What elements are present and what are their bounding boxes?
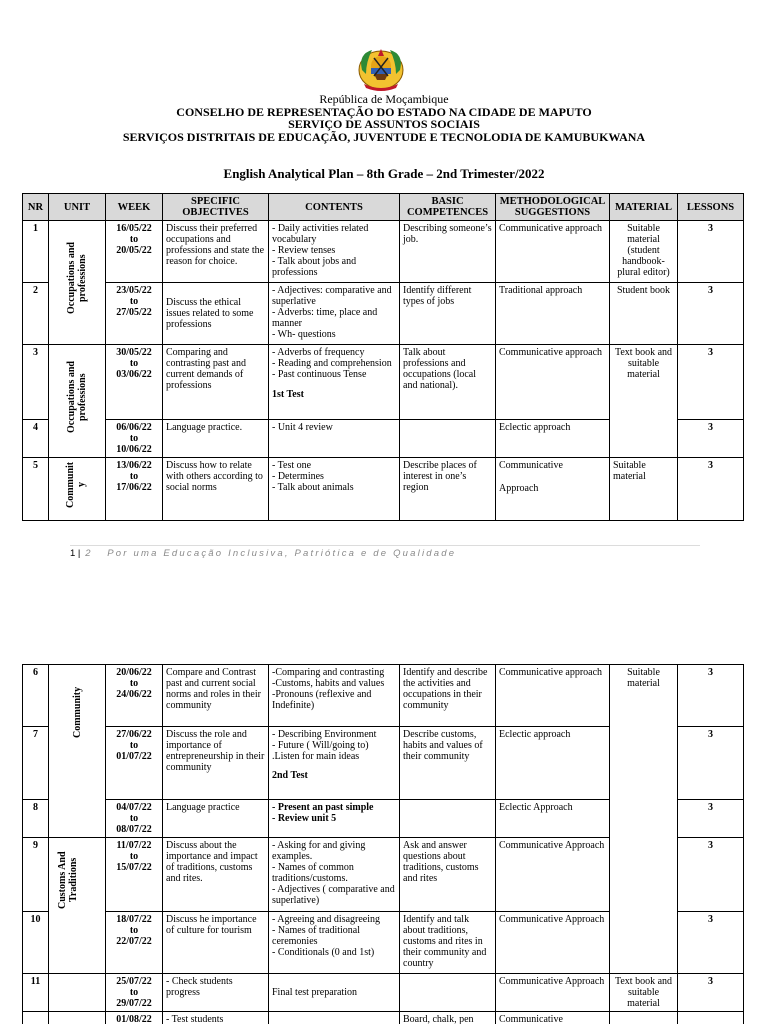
content-item: - Determines [272, 471, 324, 482]
week-to: to [129, 358, 139, 369]
content-item: - Review unit 5 [272, 813, 337, 824]
content-item: - Adverbs: time, place and manner [272, 307, 378, 329]
document-title: English Analytical Plan – 8th Grade – 2nd Trimester/2022 [223, 166, 545, 181]
methodology-cell: Communicative Approach [496, 974, 610, 1012]
week-start: 27/06/22 [116, 729, 152, 740]
week-cell [106, 345, 163, 420]
row-number: 3 [23, 345, 49, 420]
week-start: 20/06/22 [116, 667, 152, 678]
week-start: 16/05/22 [116, 223, 152, 234]
test-label: 2nd Test [272, 770, 308, 781]
week-end: 27/05/22 [116, 307, 152, 318]
content-item: - Test one [272, 460, 312, 471]
competences-header-line2: COMPETENCES [406, 207, 489, 218]
competences-cell [400, 800, 496, 838]
content-item: - Future ( Will/going to) [272, 740, 369, 751]
week-cell [106, 665, 163, 727]
unit-cell [49, 458, 106, 521]
row-number: 10 [23, 912, 49, 974]
methodology-cell [496, 458, 610, 521]
unit-label: Customs And Traditions [57, 851, 79, 909]
methodology-cell: Communicative [496, 1012, 610, 1024]
table-row [23, 974, 744, 1012]
column-header-material: MATERIAL [610, 194, 678, 221]
objectives-cell: Comparing and contrasting past and current demands of professions [163, 345, 269, 420]
content-item: - Asking for and giving examples. [272, 840, 366, 862]
content-item: - Past continuous Tense [272, 369, 367, 380]
competences-header-line1: BASIC [431, 196, 464, 207]
lessons-cell [678, 1012, 744, 1024]
objectives-cell: - Test students [163, 1012, 269, 1024]
week-end: 10/06/22 [116, 444, 152, 455]
table-row [23, 458, 744, 521]
methodology-cell: Communicative Approach [496, 912, 610, 974]
table-row [23, 1012, 744, 1024]
row-number: 5 [23, 458, 49, 521]
row-number [23, 1012, 49, 1024]
contents-cell [269, 912, 400, 974]
row-number: 7 [23, 727, 49, 800]
week-cell [106, 974, 163, 1012]
competences-cell: Identify and describe the activities and occupations in their community [400, 665, 496, 727]
content-item: - Adverbs of frequency [272, 347, 365, 358]
lessons-cell: 3 [678, 974, 744, 1012]
week-start: 18/07/22 [116, 914, 152, 925]
week-to: to [129, 234, 139, 245]
methodology-cell: Communicative approach [496, 665, 610, 727]
row-number: 11 [23, 974, 49, 1012]
week-end: 01/07/22 [116, 751, 152, 762]
contents-cell [269, 1012, 400, 1024]
week-cell [106, 458, 163, 521]
page-footer [70, 545, 700, 559]
week-to: to [129, 851, 139, 862]
content-item: - Names of traditional ceremonies [272, 925, 361, 947]
week-start: 01/08/22 [116, 1014, 152, 1024]
unit-label: Community [71, 686, 83, 738]
unit-cell [49, 838, 106, 974]
material-cell: Text book and suitable material [610, 974, 678, 1012]
objectives-cell: Language practice [163, 800, 269, 838]
content-item: - Agreeing and disagreeing [272, 914, 381, 925]
week-end: 29/07/22 [116, 998, 152, 1009]
content-item: - Talk about animals [272, 482, 354, 493]
objectives-cell: Discuss their preferred occupations and professions and state the reason for choice. [163, 221, 269, 283]
material-cell: Suitable material (student handbook-plural editor) [610, 221, 678, 283]
unit-cell [49, 221, 106, 345]
week-to: to [129, 296, 139, 307]
week-end: 15/07/22 [116, 862, 152, 873]
unit-label: Occupations and professions [66, 242, 88, 314]
content-item: Final test preparation [272, 987, 357, 998]
material-cell: Suitable material [610, 665, 678, 974]
competences-cell [400, 974, 496, 1012]
competences-cell: Talk about professions and occupations (local and national). [400, 345, 496, 420]
week-to: to [129, 678, 139, 689]
week-start: 04/07/22 [116, 802, 152, 813]
competences-cell: Describe customs, habits and values of their community [400, 727, 496, 800]
methodology-line: Approach [499, 483, 539, 494]
lessons-cell: 3 [678, 665, 744, 727]
analytical-plan-table-continued [22, 664, 744, 1024]
contents-cell [269, 838, 400, 912]
republic-name: República de Moçambique [319, 92, 449, 106]
content-item: - Adjectives: comparative and superlative [272, 285, 392, 307]
content-item: - Reading and comprehension [272, 358, 392, 369]
content-item: - Adjectives ( comparative and superlative) [272, 884, 395, 906]
week-end: 08/07/22 [116, 824, 152, 835]
week-cell [106, 1012, 163, 1024]
column-header-methodology [496, 194, 610, 221]
week-to: to [129, 925, 139, 936]
unit-cell [49, 345, 106, 458]
unit-cell [49, 665, 106, 838]
week-end: 17/06/22 [116, 482, 152, 493]
lessons-cell: 3 [678, 420, 744, 458]
week-to: to [129, 740, 139, 751]
lessons-cell: 3 [678, 458, 744, 521]
objectives-header-line1: SPECIFIC [190, 196, 240, 207]
column-header-objectives [163, 194, 269, 221]
content-item: - Names of common traditions/customs. [272, 862, 354, 884]
column-header-competences [400, 194, 496, 221]
row-number: 4 [23, 420, 49, 458]
unit-cell [49, 974, 106, 1012]
lessons-cell: 3 [678, 838, 744, 912]
week-start: 13/06/22 [116, 460, 152, 471]
week-cell [106, 727, 163, 800]
contents-cell [269, 665, 400, 727]
row-number: 9 [23, 838, 49, 912]
contents-cell [269, 727, 400, 800]
competences-cell: Identify and talk about traditions, customs and rites in their community and country [400, 912, 496, 974]
week-cell [106, 221, 163, 283]
methodology-cell: Eclectic approach [496, 420, 610, 458]
material-cell: Student book [610, 283, 678, 345]
methodology-header-line2: SUGGESTIONS [514, 207, 591, 218]
objectives-cell: - Check students progress [163, 974, 269, 1012]
methodology-cell: Eclectic approach [496, 727, 610, 800]
lessons-cell: 3 [678, 800, 744, 838]
material-cell: Text book and suitable material [610, 345, 678, 458]
week-end: 20/05/22 [116, 245, 152, 256]
content-item: - Conditionals (0 and 1st) [272, 947, 375, 958]
contents-cell [269, 345, 400, 420]
objectives-cell: Discuss the ethical issues related to some professions [163, 283, 269, 345]
contents-cell [269, 221, 400, 283]
content-item: - Unit 4 review [272, 422, 333, 433]
lessons-cell: 3 [678, 221, 744, 283]
week-start: 06/06/22 [116, 422, 152, 433]
table-row [23, 283, 744, 345]
page-number: 1 | [70, 548, 81, 559]
week-to: to [129, 813, 139, 824]
page-total: 2 [85, 548, 93, 559]
table-row [23, 345, 744, 420]
objectives-cell: Discuss he importance of culture for tourism [163, 912, 269, 974]
content-item: -Comparing and contrasting [272, 667, 385, 678]
content-item: -Pronouns (reflexive and Indefinite) [272, 689, 372, 711]
methodology-cell: Communicative approach [496, 345, 610, 420]
content-item: - Daily activities related vocabulary [272, 223, 369, 245]
contents-cell [269, 800, 400, 838]
contents-cell [269, 283, 400, 345]
week-start: 25/07/22 [116, 976, 152, 987]
objectives-header-line2: OBJECTIVES [182, 207, 249, 218]
lessons-cell: 3 [678, 283, 744, 345]
column-header-lessons: LESSONS [678, 194, 744, 221]
methodology-header-line1: METHODOLOGICAL [499, 196, 606, 207]
footer-motto: Por uma Educação Inclusiva, Patriótica e de Qualidade [107, 548, 457, 559]
column-header-contents: CONTENTS [269, 194, 400, 221]
competences-cell: Board, chalk, pen [400, 1012, 496, 1024]
content-item: .Listen for main ideas [272, 751, 360, 762]
objectives-cell: Discuss the role and importance of entrepreneurship in their community [163, 727, 269, 800]
unit-label: Occupations and professions [66, 361, 88, 433]
contents-cell [269, 974, 400, 1012]
objectives-cell: Discuss how to relate with others according to social norms [163, 458, 269, 521]
week-start: 23/05/22 [116, 285, 152, 296]
unit-label: Communit y [65, 461, 87, 509]
column-header-nr: NR [23, 194, 49, 221]
week-end: 03/06/22 [116, 369, 152, 380]
week-end: 24/06/22 [116, 689, 152, 700]
week-cell [106, 912, 163, 974]
row-number: 1 [23, 221, 49, 283]
week-to: to [129, 471, 139, 482]
unit-cell [49, 1012, 106, 1024]
content-item: -Customs, habits and values [272, 678, 385, 689]
column-header-week: WEEK [106, 194, 163, 221]
row-number: 2 [23, 283, 49, 345]
content-item: - Describing Environment [272, 729, 377, 740]
week-cell [106, 838, 163, 912]
content-item: - Wh- questions [272, 329, 336, 340]
content-item: - Review tenses [272, 245, 336, 256]
competences-cell: Ask and answer questions about traditions, customs and rites [400, 838, 496, 912]
contents-cell [269, 458, 400, 521]
competences-cell: Describe places of interest in one’s region [400, 458, 496, 521]
council-heading: CONSELHO DE REPRESENTAÇÃO DO ESTADO NA CIDADE DE MAPUTO [176, 105, 592, 119]
objectives-cell: Language practice. [163, 420, 269, 458]
methodology-cell: Eclectic Approach [496, 800, 610, 838]
objectives-cell: Discuss about the importance and impact of traditions, customs and rites. [163, 838, 269, 912]
methodology-cell: Traditional approach [496, 283, 610, 345]
material-cell [610, 1012, 678, 1024]
week-cell [106, 283, 163, 345]
content-item: - Talk about jobs and professions [272, 256, 357, 278]
objectives-cell: Compare and Contrast past and current social norms and roles in their community [163, 665, 269, 727]
row-number: 8 [23, 800, 49, 838]
table-header-row [23, 194, 744, 221]
week-start: 30/05/22 [116, 347, 152, 358]
week-end: 22/07/22 [116, 936, 152, 947]
service-heading: SERVIÇO DE ASSUNTOS SOCIAIS [288, 117, 480, 131]
lessons-cell: 3 [678, 727, 744, 800]
test-label: 1st Test [272, 389, 304, 400]
week-cell [106, 800, 163, 838]
contents-cell [269, 420, 400, 458]
methodology-cell: Communicative Approach [496, 838, 610, 912]
coat-of-arms-emblem [352, 44, 410, 92]
material-cell: Suitable material [610, 458, 678, 521]
row-number: 6 [23, 665, 49, 727]
analytical-plan-table [22, 193, 744, 521]
week-cell [106, 420, 163, 458]
methodology-cell: Communicative approach [496, 221, 610, 283]
table-row [23, 665, 744, 727]
week-to: to [129, 433, 139, 444]
lessons-cell: 3 [678, 345, 744, 420]
methodology-line: Communicative [499, 460, 563, 471]
week-start: 11/07/22 [116, 840, 152, 851]
week-to: to [129, 987, 139, 998]
competences-cell: Describing someone’s job. [400, 221, 496, 283]
content-item: - Present an past simple [272, 802, 374, 813]
column-header-unit: UNIT [49, 194, 106, 221]
district-services-heading: SERVIÇOS DISTRITAIS DE EDUCAÇÃO, JUVENTUDE E TECNOLODIA DE KAMUBUKWANA [122, 130, 646, 144]
table-row [23, 221, 744, 283]
page-two [0, 590, 768, 1024]
competences-cell: Identify different types of jobs [400, 283, 496, 345]
lessons-cell: 3 [678, 912, 744, 974]
competences-cell [400, 420, 496, 458]
